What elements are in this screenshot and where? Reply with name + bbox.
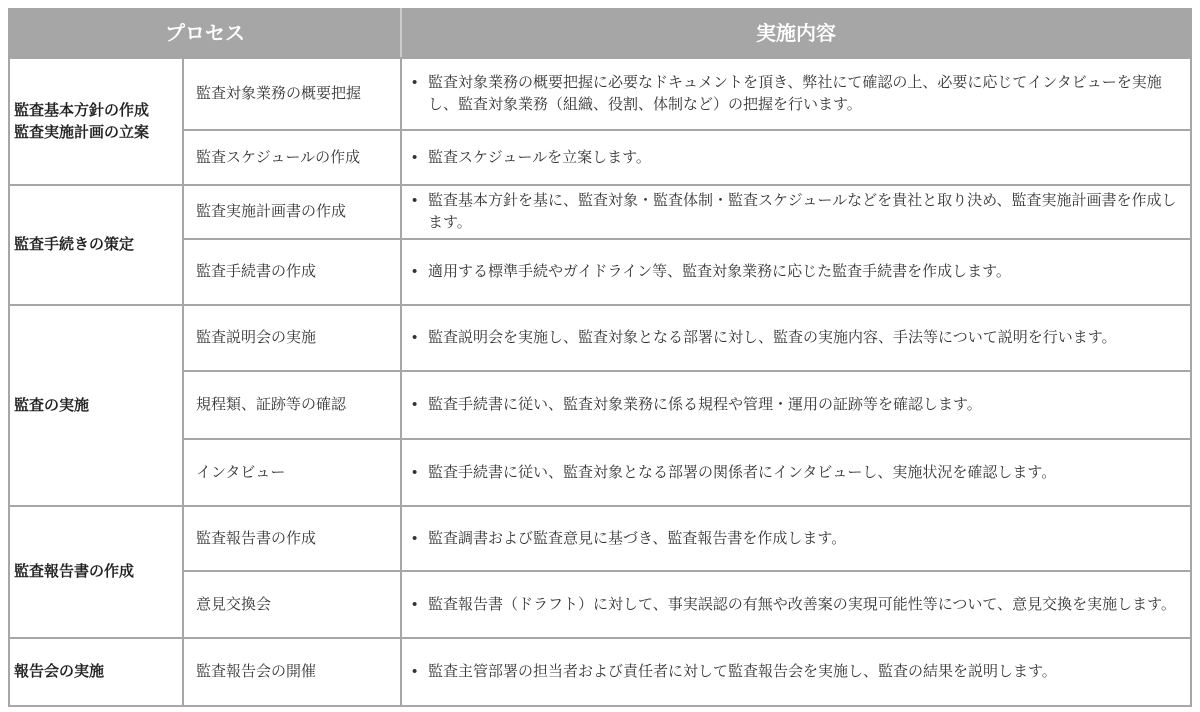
step-description-cell — [401, 439, 1191, 506]
process-step: 監査対象業務の概要把握 — [183, 58, 401, 130]
process-step: 監査報告会の開催 — [183, 638, 401, 706]
step-description: 監査報告書（ドラフト）に対して、事実誤認の有無や改善案の実現可能性等について、意見交換を実施します。 — [428, 595, 1176, 613]
process-group-label: 監査の実施 — [14, 396, 90, 414]
process-step: 監査実施計画書の作成 — [183, 185, 401, 239]
bullet-icon: • — [412, 463, 418, 481]
process-step: 監査スケジュールの作成 — [183, 130, 401, 185]
process-step: インタビュー — [183, 439, 401, 506]
bullet-icon: • — [412, 396, 418, 413]
process-group-label: 監査実施計画の立案 — [14, 123, 150, 141]
table-row — [9, 185, 1191, 239]
process-step: 監査報告書の作成 — [183, 506, 401, 571]
header-process: プロセス — [9, 9, 401, 58]
step-description-cell — [401, 58, 1191, 130]
step-description: 監査スケジュールを立案します。 — [428, 148, 651, 166]
bullet-icon: • — [412, 663, 418, 680]
bullet-icon: • — [412, 529, 418, 547]
step-description: 監査調書および監査意見に基づき、監査報告書を作成します。 — [428, 529, 847, 547]
step-description-cell — [401, 571, 1191, 638]
bullet-icon: • — [412, 192, 418, 209]
step-description-cell — [401, 506, 1191, 571]
step-description: 監査手続書に従い、監査対象となる部署の関係者にインタビューし、実施状況を確認します。 — [428, 463, 1057, 481]
bullet-icon: • — [412, 263, 418, 280]
process-group-label: 監査報告書の作成 — [14, 563, 135, 580]
step-description-cell — [401, 239, 1191, 305]
audit-process-table — [8, 8, 1192, 707]
step-description: 監査説明会を実施し、監査対象となる部署に対し、監査の実施内容、手法等について説明を行います。 — [428, 329, 1117, 346]
process-group-label: 監査基本方針の作成 — [14, 101, 150, 119]
step-description-cell — [401, 130, 1191, 185]
table-row — [9, 305, 1191, 371]
process-step: 意見交換会 — [183, 571, 401, 638]
table-row — [9, 439, 1191, 506]
step-description: 監査主管部署の担当者および責任者に対して監査報告会を実施し、監査の結果を説明します。 — [428, 663, 1057, 680]
process-group — [9, 185, 183, 305]
table-row — [9, 239, 1191, 305]
table-row — [9, 371, 1191, 439]
step-description-cell — [401, 638, 1191, 706]
table-row — [9, 130, 1191, 185]
process-group-label: 監査手続きの策定 — [14, 236, 135, 253]
process-group — [9, 506, 183, 638]
process-step: 規程類、証跡等の確認 — [183, 371, 401, 439]
step-description: 監査基本方針を基に、監査対象・監査体制・監査スケジュールなどを貴社と取り決め、監査実施計画書を作成します。 — [428, 192, 1177, 231]
step-description-cell — [401, 371, 1191, 439]
step-description: 監査対象業務の概要把握に必要なドキュメントを頂き、弊社にて確認の上、必要に応じてインタビューを実施し、監査対象業務（組織、役割、体制など）の把握を行います。 — [428, 74, 1162, 113]
bullet-icon: • — [412, 148, 418, 166]
process-group — [9, 638, 183, 706]
table-header-row — [9, 9, 1191, 58]
table-row — [9, 638, 1191, 706]
process-group — [9, 305, 183, 506]
table-row — [9, 58, 1191, 130]
process-group-label: 報告会の実施 — [14, 663, 105, 680]
process-step: 監査説明会の実施 — [183, 305, 401, 371]
step-description-cell — [401, 305, 1191, 371]
step-description-cell — [401, 185, 1191, 239]
step-description: 監査手続書に従い、監査対象業務に係る規程や管理・運用の証跡等を確認します。 — [428, 396, 982, 413]
table-row — [9, 506, 1191, 571]
bullet-icon: • — [412, 595, 418, 613]
bullet-icon: • — [412, 74, 418, 91]
header-content: 実施内容 — [401, 9, 1191, 58]
process-step: 監査手続書の作成 — [183, 239, 401, 305]
process-group — [9, 58, 183, 185]
bullet-icon: • — [412, 329, 418, 346]
table-row — [9, 571, 1191, 638]
step-description: 適用する標準手続やガイドライン等、監査対象業務に応じた監査手続書を作成します。 — [428, 263, 1011, 280]
